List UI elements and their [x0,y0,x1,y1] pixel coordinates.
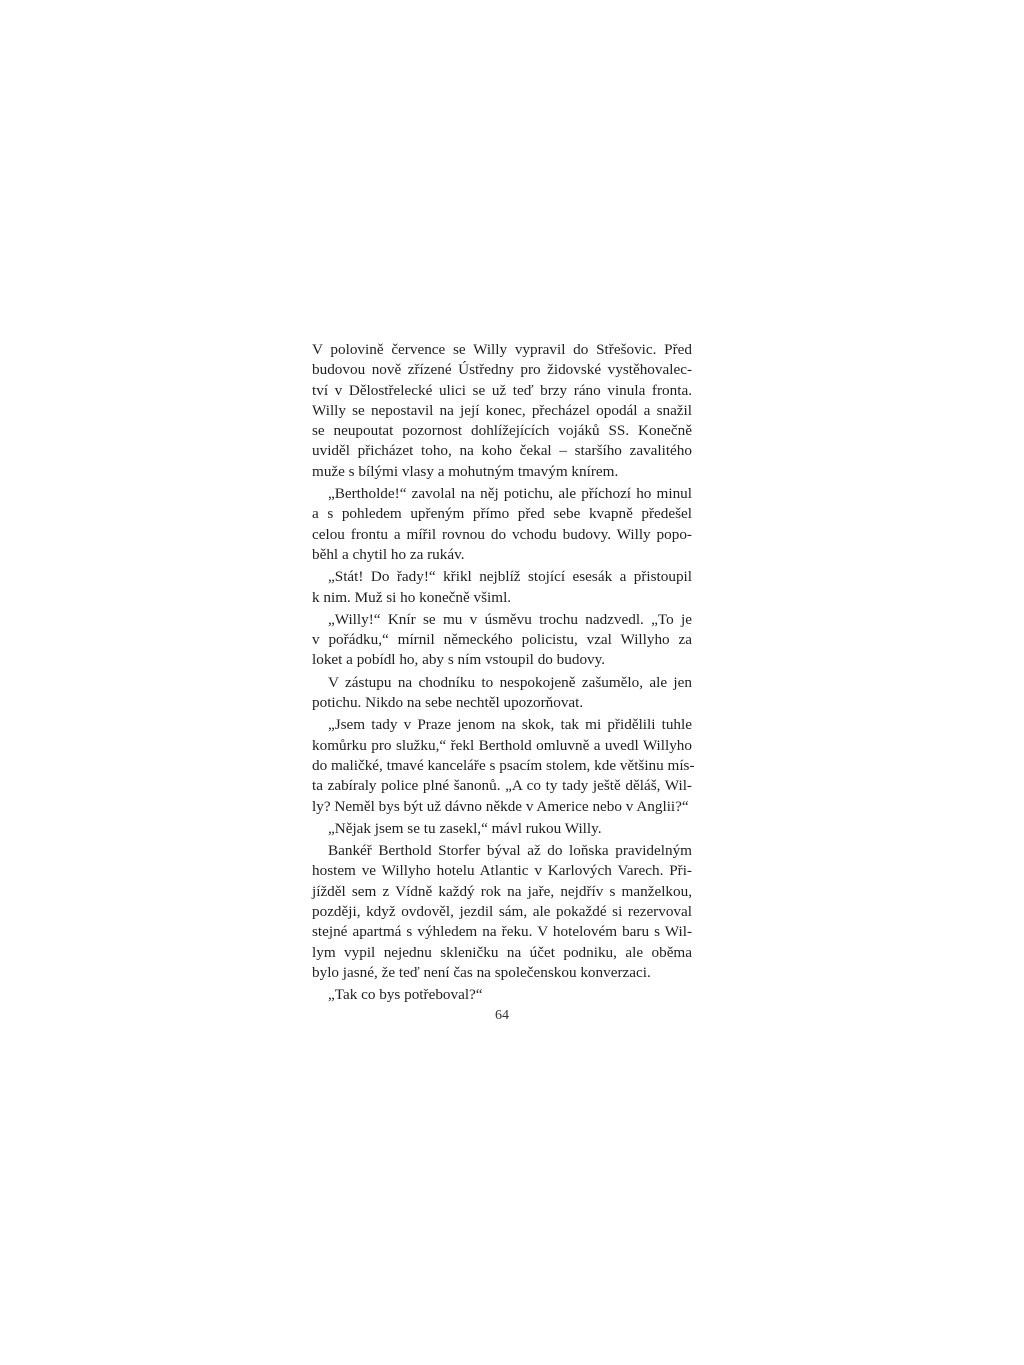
page-number: 64 [495,1008,509,1023]
text-line: běhl a chytil ho za rukáv. [312,545,465,563]
text-line: V zástupu na chodníku to nespokojeně zašumělo, ale jen [328,673,692,691]
paragraph [312,673,692,714]
text-line: v pořádku,“ mírnil německého policistu, vzal Willyho za [312,631,692,649]
text-line: uviděl přicházet toho, na koho čekal – staršího zavalitého [312,442,692,460]
text-line: loket a pobídl ho, aby s ním vstoupil do budovy. [312,651,606,669]
text-line: V polovině července se Willy vypravil do Střešovic. Před [312,341,692,358]
text-line: „Jsem tady v Praze jenom na skok, tak mi přidělili tuhle [328,716,692,734]
text-line: Willy se nepostavil na její konec, přecházel opodál a snažil [312,401,692,419]
text-line: budovou nově zřízené Ústředny pro židovské vystěhovalec- [312,361,692,379]
text-line: muže s bílými vlasy a mohutným tmavým knírem. [312,462,619,480]
paragraph [312,819,692,839]
paragraph [312,484,692,565]
paragraph [312,841,692,983]
text-line: se neupoutat pozornost dohlížejících vojáků SS. Konečně [312,422,692,440]
paragraph [312,610,692,671]
text-line: ly? Neměl bys být už dávno někde v Americe nebo v Anglii?“ [312,797,689,815]
text-line: do maličké, tmavé kanceláře s psacím stolem, kde většinu mís- [312,756,695,774]
text-line: Bankéř Berthold Storfer býval až do loňska pravidelným [328,842,692,860]
text-line: později, když ovdověl, jezdil sám, ale pokaždé si rezervoval [312,903,692,921]
text-line: komůrku pro služku,“ řekl Berthold omluvně a uvedl Willyho [312,736,692,754]
text-line: celou frontu a mířil rovnou do vchodu budovy. Willy popo- [312,525,692,543]
body-text [312,340,695,1006]
text-line: „Willy!“ Knír se mu v úsměvu trochu nadzvedl. „To je [328,610,692,628]
text-line: „Bertholde!“ zavolal na něj potichu, ale příchozí ho minul [328,485,692,503]
text-line: „Tak co bys potřeboval?“ [328,986,483,1004]
text-line: lym vypil nejednu skleničku na účet podniku, ale oběma [312,943,692,961]
text-line: „Stát! Do řady!“ křikl nejblíž stojící esesák a přistoupil [328,568,692,586]
text-line: hostem ve Willyho hotelu Atlantic v Karlových Varech. Při- [312,862,692,880]
text-line: jížděl sem z Vídně každý rok na jaře, nejdřív s manželkou, [312,882,692,900]
text-line: a s pohledem upřeným přímo před sebe kvapně předešel [312,505,692,523]
paragraph [312,340,692,482]
paragraph [312,567,692,608]
paragraph [312,985,692,1005]
text-line: k nim. Muž si ho konečně všiml. [312,588,512,606]
text-line: potichu. Nikdo na sebe nechtěl upozorňovat. [312,694,584,712]
text-line: tví v Dělostřelecké ulici se už teď brzy ráno vinula fronta. [312,381,692,399]
paragraph [312,715,695,816]
text-line: „Nějak jsem se tu zasekl,“ mávl rukou Willy. [328,819,602,837]
text-line: bylo jasné, že teď není čas na společenskou konverzaci. [312,963,651,981]
text-line: ta zabíraly police plné šanonů. „A co ty tady ještě děláš, Wil- [312,777,692,795]
text-line: stejné apartmá s výhledem na řeku. V hotelovém baru s Wil- [312,923,692,941]
